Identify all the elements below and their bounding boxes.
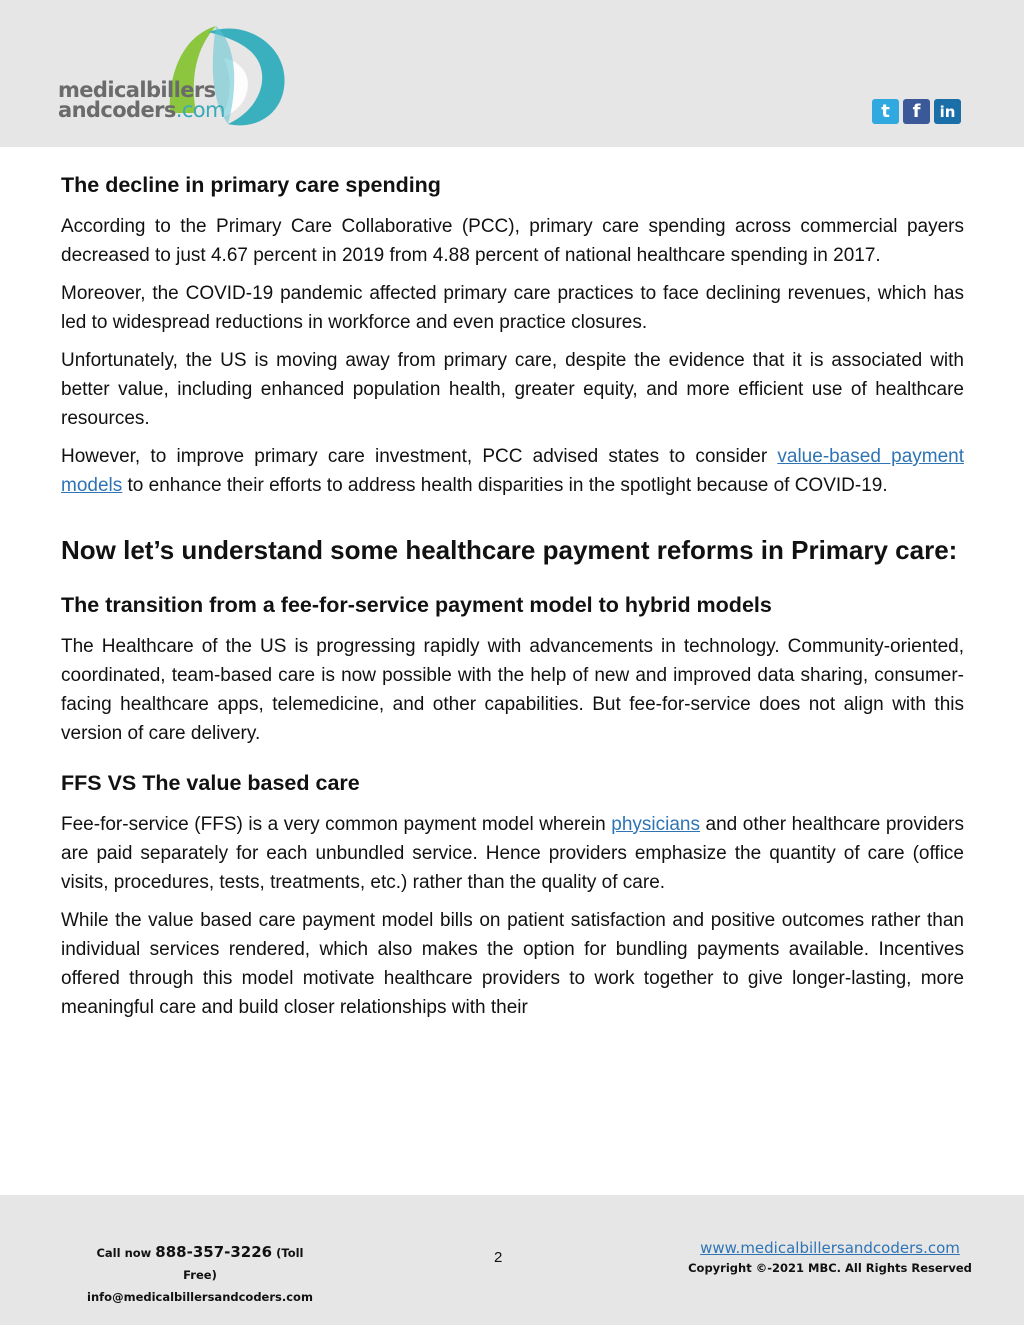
physicians-link[interactable]: physicians: [611, 814, 700, 835]
footer-call: [80, 1241, 320, 1286]
logo-line-2-main: andcoders: [58, 98, 176, 122]
call-prefix: Call now: [96, 1246, 156, 1260]
logo-line-2-suffix: .com: [175, 98, 225, 122]
page-number: 2: [494, 1249, 503, 1266]
main-heading: Now let’s understand some healthcare payment reforms in Primary care:: [61, 535, 958, 565]
logo-text: [58, 80, 225, 120]
website-link[interactable]: www.medicalbillersandcoders.com: [700, 1239, 960, 1257]
value-based-payment-link[interactable]: value-based payment models: [61, 446, 964, 496]
paragraph-text: to enhance their efforts to address health disparities in the spotlight because of COVID-19.: [122, 475, 888, 496]
facebook-icon[interactable]: f: [903, 99, 930, 124]
document-body: [61, 170, 964, 1031]
paragraph: Unfortunately, the US is moving away from primary care, despite the evidence that it is associated with better value, including enhanced population health, greater equity, and more efficient use of healthcare resources.: [61, 350, 964, 429]
phone-number[interactable]: 888-357-3226: [155, 1243, 273, 1261]
section-heading-transition: The transition from a fee-for-service payment model to hybrid models: [61, 593, 772, 617]
copyright-text: Copyright ©-2021 MBC. All Rights Reserved: [688, 1261, 972, 1275]
paragraph: Moreover, the COVID-19 pandemic affected primary care practices to face declining revenues, which has led to widespread reductions in workforce and even practice closures.: [61, 283, 964, 333]
logo-line-1: medicalbillers: [58, 78, 216, 102]
page-header: [0, 0, 1024, 147]
footer-contact: [80, 1241, 320, 1308]
page-footer: [0, 1195, 1024, 1325]
paragraph: According to the Primary Care Collaborative (PCC), primary care spending across commercial payers decreased to just 4.67 percent in 2019 from 4.88 percent of national healthcare spending in 2017.: [61, 216, 964, 266]
twitter-icon[interactable]: t: [872, 99, 899, 124]
company-logo[interactable]: [58, 18, 298, 133]
social-links: [872, 99, 961, 124]
paragraph-text: and other healthcare providers are paid separately for each unbundled service. Hence providers emphasize the quantity of care (office visits, procedures, tests, treatments, etc.) rather than the quality of care.: [61, 814, 965, 893]
paragraph: [61, 810, 964, 897]
footer-email[interactable]: info@medicalbillersandcoders.com: [87, 1290, 313, 1304]
paragraph: While the value based care payment model bills on patient satisfaction and positive outcomes rather than individual services rendered, which also makes the option for bundling payments available. Incentives offered through this model motivate healthcare providers to work together to give longer-lasting, more meaningful care and build closer relationships with their: [61, 910, 964, 1018]
paragraph-text: Fee-for-service (FFS) is a very common payment model wherein: [61, 814, 612, 835]
section-heading-ffs: FFS VS The value based care: [61, 771, 360, 795]
paragraph: [61, 442, 964, 500]
paragraph: The Healthcare of the US is progressing rapidly with advancements in technology. Community-oriented, coordinated, team-based care is now possible with the help of new and improved data sharing, consumer-facing healthcare apps, telemedicine, and other capabilities. But fee-for-service does not align with this version of care delivery.: [61, 636, 964, 744]
paragraph-text: However, to improve primary care investment, PCC advised states to consider: [61, 446, 778, 467]
footer-site-info: [680, 1237, 980, 1277]
toll-free-label: (Toll Free): [183, 1246, 304, 1282]
logo-line-2: [58, 100, 225, 120]
linkedin-icon[interactable]: in: [934, 99, 961, 124]
section-heading-decline: The decline in primary care spending: [61, 173, 441, 197]
